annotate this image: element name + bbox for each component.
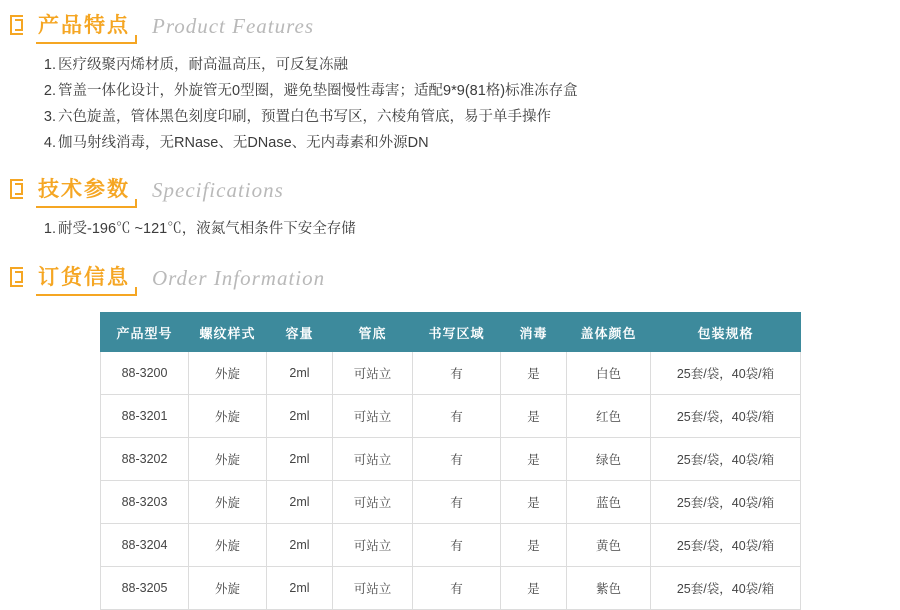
table-cell: 有 (413, 352, 501, 395)
table-cell: 2ml (267, 524, 333, 567)
table-cell: 2ml (267, 352, 333, 395)
section-title-en: Specifications (152, 177, 284, 202)
table-cell: 是 (501, 352, 567, 395)
table-cell: 可站立 (333, 524, 413, 567)
table-cell: 2ml (267, 567, 333, 610)
table-cell: 是 (501, 481, 567, 524)
list-item-text: 伽马射线消毒，无RNase、无DNase、无内毒素和外源DN (58, 135, 429, 151)
table-row (101, 352, 801, 395)
section-heading (0, 170, 900, 210)
list-item-number: 1. (43, 57, 56, 73)
table-header-cell: 包装规格 (651, 313, 801, 352)
document-page (0, 6, 900, 596)
table-cell: 88-3201 (101, 395, 189, 438)
table-cell: 25套/袋，40袋/箱 (651, 567, 801, 610)
table-cell: 是 (501, 395, 567, 438)
table-header-cell: 管底 (333, 313, 413, 352)
table-header-cell: 螺纹样式 (189, 313, 267, 352)
table-cell: 88-3205 (101, 567, 189, 610)
table-cell: 可站立 (333, 395, 413, 438)
section-heading (0, 258, 900, 298)
order-table (100, 312, 801, 610)
table-cell: 是 (501, 567, 567, 610)
table-header-cell: 书写区域 (413, 313, 501, 352)
table-cell: 88-3204 (101, 524, 189, 567)
list-item-number: 3. (43, 109, 56, 125)
list-item (43, 52, 900, 78)
table-cell: 有 (413, 438, 501, 481)
list-item (43, 130, 900, 156)
table-cell: 25套/袋，40袋/箱 (651, 481, 801, 524)
table-cell: 有 (413, 567, 501, 610)
table-row (101, 524, 801, 567)
table-header-cell: 产品型号 (101, 313, 189, 352)
table-cell: 外旋 (189, 438, 267, 481)
table-cell: 外旋 (189, 524, 267, 567)
table-cell: 25套/袋，40袋/箱 (651, 438, 801, 481)
section-order-information (0, 258, 900, 610)
table-cell: 有 (413, 524, 501, 567)
list-item-number: 1. (43, 221, 56, 237)
section-title-en: Product Features (152, 13, 314, 38)
table-cell: 88-3200 (101, 352, 189, 395)
list-item (43, 78, 900, 104)
table-cell: 25套/袋，40袋/箱 (651, 352, 801, 395)
table-cell: 外旋 (189, 395, 267, 438)
table-cell: 可站立 (333, 481, 413, 524)
table-cell: 白色 (567, 352, 651, 395)
list-item-number: 4. (43, 135, 56, 151)
table-cell: 可站立 (333, 352, 413, 395)
table-header-cell: 消毒 (501, 313, 567, 352)
table-header-cell: 盖体颜色 (567, 313, 651, 352)
table-cell: 有 (413, 395, 501, 438)
table-header-row (101, 313, 801, 352)
section-title-en: Order Information (152, 265, 326, 290)
section-title-cn: 技术参数 (36, 172, 136, 208)
list-item-text: 耐受-196℃ ~121℃，液氮气相条件下安全存储 (58, 221, 356, 237)
list-item-text: 医疗级聚丙烯材质，耐高温高压，可反复冻融 (58, 57, 348, 73)
section-product-features (0, 6, 900, 156)
section-title-cn: 产品特点 (36, 8, 136, 44)
table-cell: 黄色 (567, 524, 651, 567)
spec-list (0, 216, 900, 242)
table-cell: 2ml (267, 395, 333, 438)
table-row (101, 567, 801, 610)
table-row (101, 438, 801, 481)
table-cell: 25套/袋，40袋/箱 (651, 395, 801, 438)
table-cell: 是 (501, 524, 567, 567)
table-cell: 88-3203 (101, 481, 189, 524)
table-row (101, 481, 801, 524)
table-row (101, 395, 801, 438)
table-cell: 绿色 (567, 438, 651, 481)
table-cell: 外旋 (189, 567, 267, 610)
list-item-text: 管盖一体化设计，外旋管无0型圈，避免垫圈慢性毒害；适配9*9(81格)标准冻存盒 (58, 83, 578, 99)
list-item-text: 六色旋盖，管体黑色刻度印刷，预置白色书写区，六棱角管底，易于单手操作 (58, 109, 551, 125)
order-table-wrapper (0, 312, 900, 610)
table-cell: 红色 (567, 395, 651, 438)
table-cell: 外旋 (189, 481, 267, 524)
section-title-cn: 订货信息 (36, 260, 136, 296)
bracket-ornament-icon (8, 177, 30, 203)
table-cell: 有 (413, 481, 501, 524)
table-cell: 可站立 (333, 567, 413, 610)
section-specifications (0, 170, 900, 242)
table-cell: 可站立 (333, 438, 413, 481)
table-cell: 外旋 (189, 352, 267, 395)
table-cell: 2ml (267, 481, 333, 524)
list-item (43, 216, 900, 242)
table-cell: 紫色 (567, 567, 651, 610)
table-cell: 88-3202 (101, 438, 189, 481)
section-heading (0, 6, 900, 46)
table-cell: 蓝色 (567, 481, 651, 524)
table-cell: 2ml (267, 438, 333, 481)
table-cell: 是 (501, 438, 567, 481)
list-item (43, 104, 900, 130)
feature-list (0, 52, 900, 156)
table-header-cell: 容量 (267, 313, 333, 352)
bracket-ornament-icon (8, 265, 30, 291)
table-cell: 25套/袋，40袋/箱 (651, 524, 801, 567)
bracket-ornament-icon (8, 13, 30, 39)
list-item-number: 2. (43, 83, 56, 99)
